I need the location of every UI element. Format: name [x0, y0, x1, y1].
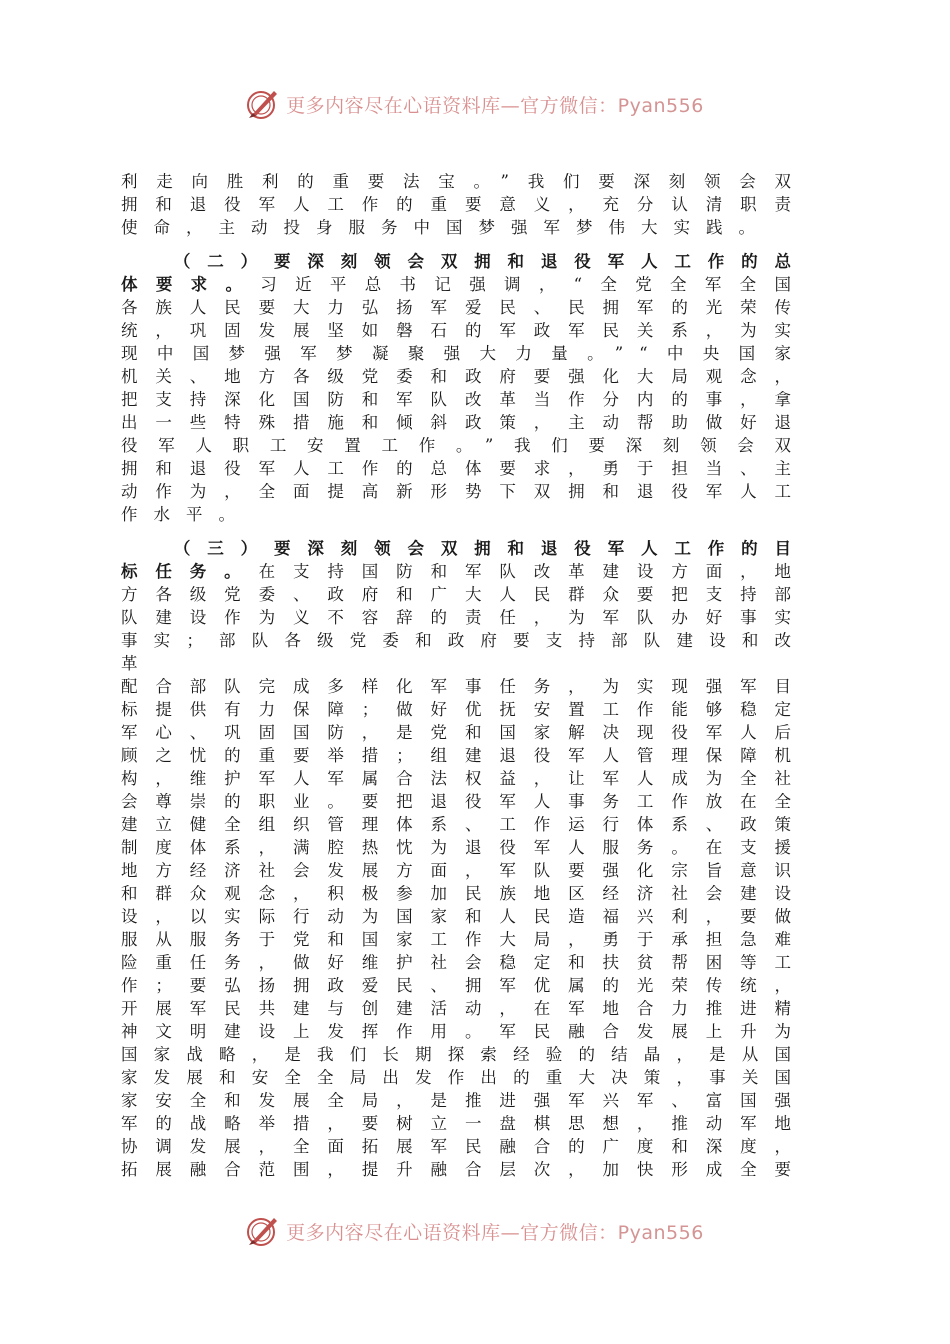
header-banner-text: [286, 91, 704, 118]
text-line: 军的战略举措，要树立一盘棋思想，推动军地: [121, 1114, 807, 1133]
text-line: 统，巩固发展坚如磐石的军政军民关系，为实: [121, 321, 807, 340]
section-2-heading-tail: 体要求。: [121, 275, 261, 294]
text-line: 开展军民共建与创建活动，在军地合力推进精: [121, 999, 807, 1018]
text-line: 和群众观念，积极参加民族地区经济社会建设: [121, 884, 807, 903]
header-banner: [0, 84, 950, 124]
section-3-heading-tail: 标任务。: [121, 562, 259, 581]
section-2-heading: [121, 250, 807, 273]
text-line: [121, 273, 807, 296]
text-line: 建立健全组织管理体系、工作运行体系、政策: [121, 815, 807, 834]
text-line: 使命，主动投身服务中国梦强军梦伟大实践。: [121, 218, 771, 237]
text-line: 把支持深化国防和军队改革当作分内的事，拿: [121, 390, 807, 409]
section-2-heading-line: （二）要深刻领会双拥和退役军人工作的总: [173, 252, 807, 271]
text-line: 险重任务，做好维护社会稳定和扶贫帮困等工: [121, 953, 807, 972]
text-line: 设，以实际行动为国家和人民造福兴利，要做: [121, 907, 807, 926]
text-line: 标提供有力保障；做好优抚安置工作能够稳定: [121, 700, 807, 719]
text-line: 家发展和安全全局出发作出的重大决策，事关国: [121, 1068, 807, 1087]
text-line: [121, 560, 807, 583]
pen-seal-logo-icon: [246, 87, 280, 121]
text-line: 作；要弘扬拥政爱民、拥军优属的光荣传统，: [121, 976, 807, 995]
text-line: 军心、巩固国防，是党和国家解决现役军人后: [121, 723, 807, 742]
text-line: 出一些特殊措施和倾斜政策，主动帮助做好退: [121, 413, 807, 432]
footer-banner-text: [286, 1218, 704, 1245]
text-line: 现中国梦强军梦凝聚强大力量。”“中央国家: [121, 344, 807, 363]
section-3-heading-line: （三）要深刻领会双拥和退役军人工作的目: [173, 539, 807, 558]
header-wechat-id: Pyan556: [617, 94, 704, 117]
text-line: 顾之忧的重要举措；组建退役军人管理保障机: [121, 746, 807, 765]
header-banner-label: 更多内容尽在心语资料库—官方微信：: [286, 94, 618, 117]
text-line: 家安全和发展全局，是推进强军兴军、富国强: [121, 1091, 807, 1110]
section-2-first-line: 习近平总书记强调，“全党全军全国: [260, 275, 808, 294]
document-body: [121, 170, 807, 1181]
text-line: 会尊崇的职业。要把退役军人事务工作放在全: [121, 792, 807, 811]
text-line: 利走向胜利的重要法宝。”我们要深刻领会双: [121, 172, 807, 191]
text-line: 各族人民要大力弘扬军爱民、民拥军的光荣传: [121, 298, 807, 317]
section-2: [121, 250, 807, 526]
text-line: 构，维护军人军属合法权益，让军人成为全社: [121, 769, 807, 788]
text-line: 协调发展，全面拓展军民融合的广度和深度，: [121, 1137, 807, 1156]
text-line: 国家战略，是我们长期探索经验的结晶，是从国: [121, 1045, 807, 1064]
text-line: 拥和退役军人工作的总体要求，勇于担当、主: [121, 459, 807, 478]
paragraph-1: [121, 170, 807, 239]
text-line: 事实；部队各级党委和政府要支持部队建设和改革: [121, 631, 807, 673]
section-3-first-line: 在支持国防和军队改革建设方面，地: [258, 562, 808, 581]
text-line: 制度体系，满腔热忱为退役军人服务。在支援: [121, 838, 807, 857]
footer-wechat-id: Pyan556: [617, 1221, 704, 1244]
text-line: 队建设作为义不容辞的责任，为军队办好事实: [121, 608, 807, 627]
text-line: 拥和退役军人工作的重要意义，充分认清职责: [121, 195, 807, 214]
text-line: 拓展融合范围，提升融合层次，加快形成全要: [121, 1160, 807, 1179]
text-line: 作水平。: [121, 505, 251, 524]
text-line: 机关、地方各级党委和政府要强化大局观念，: [121, 367, 807, 386]
pen-seal-logo-icon: [246, 1214, 280, 1248]
footer-banner: [0, 1211, 950, 1251]
section-3: [121, 537, 807, 1181]
footer-banner-label: 更多内容尽在心语资料库—官方微信：: [286, 1221, 618, 1244]
text-line: 役军人职工安置工作。”我们要深刻领会双: [121, 436, 807, 455]
text-line: 服从服务于党和国家工作大局，勇于承担急难: [121, 930, 807, 949]
section-3-heading: [121, 537, 807, 560]
text-line: 地方经济社会发展方面，军队要强化宗旨意识: [121, 861, 807, 880]
text-line: 配合部队完成多样化军事任务，为实现强军目: [121, 677, 807, 696]
text-line: 神文明建设上发挥作用。军民融合发展上升为: [121, 1022, 807, 1041]
text-line: 动作为，全面提高新形势下双拥和退役军人工: [121, 482, 807, 501]
text-line: 方各级党委、政府和广大人民群众要把支持部: [121, 585, 807, 604]
